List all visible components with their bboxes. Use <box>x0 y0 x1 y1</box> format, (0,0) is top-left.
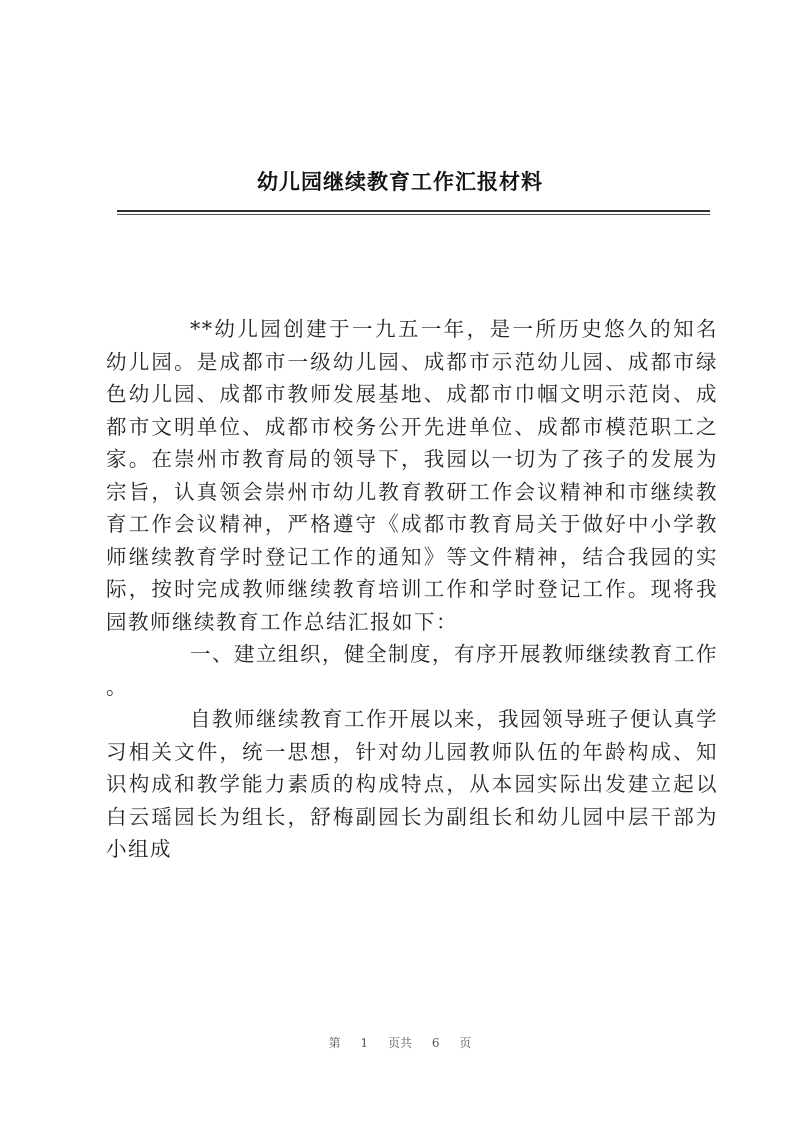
footer-current-page: 1 <box>360 1036 369 1050</box>
title-divider-thin <box>117 214 710 215</box>
page-number-footer <box>0 1034 800 1051</box>
document-body <box>106 313 718 866</box>
document-title: 幼儿园继续教育工作汇报材料 <box>257 169 543 194</box>
paragraph-section-1: 自教师继续教育工作开展以来，我园领导班子便认真学习相关文件，统一思想，针对幼儿园教师队伍的年龄构成、知识构成和教学能力素质的构成特点，从本园实际出发建立起以白云瑶园长为组长，舒梅副园长为副组长和幼儿园中层干部为小组成 <box>106 707 718 861</box>
section-heading: 一、建立组织，健全制度，有序开展教师继续教育工作 。 <box>106 642 718 699</box>
footer-label-page: 第 <box>328 1036 341 1050</box>
footer-label-total: 页共 <box>387 1036 412 1050</box>
title-divider <box>117 210 710 212</box>
paragraph-intro: **幼儿园创建于一九五一年，是一所历史悠久的知名幼儿园。是成都市一级幼儿园、成都市示范幼儿园、成都市绿色幼儿园、成都市教师发展基地、成都市巾帼文明示范岗、成都市文明单位、成都市校务公开先进单位、成都市模范职工之家。在崇州市教育局的领导下，我园以一切为了孩子的发展为宗旨，认真领会崇州市幼儿教育教研工作会议精神和市继续教育工作会议精神，严格遵守《成都市教育局关于做好中小学教师继续教育学时登记工作的通知》等文件精神，结合我园的实际，按时完成教师继续教育培训工作和学时登记工作。现将我园教师继续教育工作总结汇报如下： <box>106 317 718 634</box>
footer-label-end: 页 <box>459 1036 472 1050</box>
footer-total-pages: 6 <box>431 1036 440 1050</box>
